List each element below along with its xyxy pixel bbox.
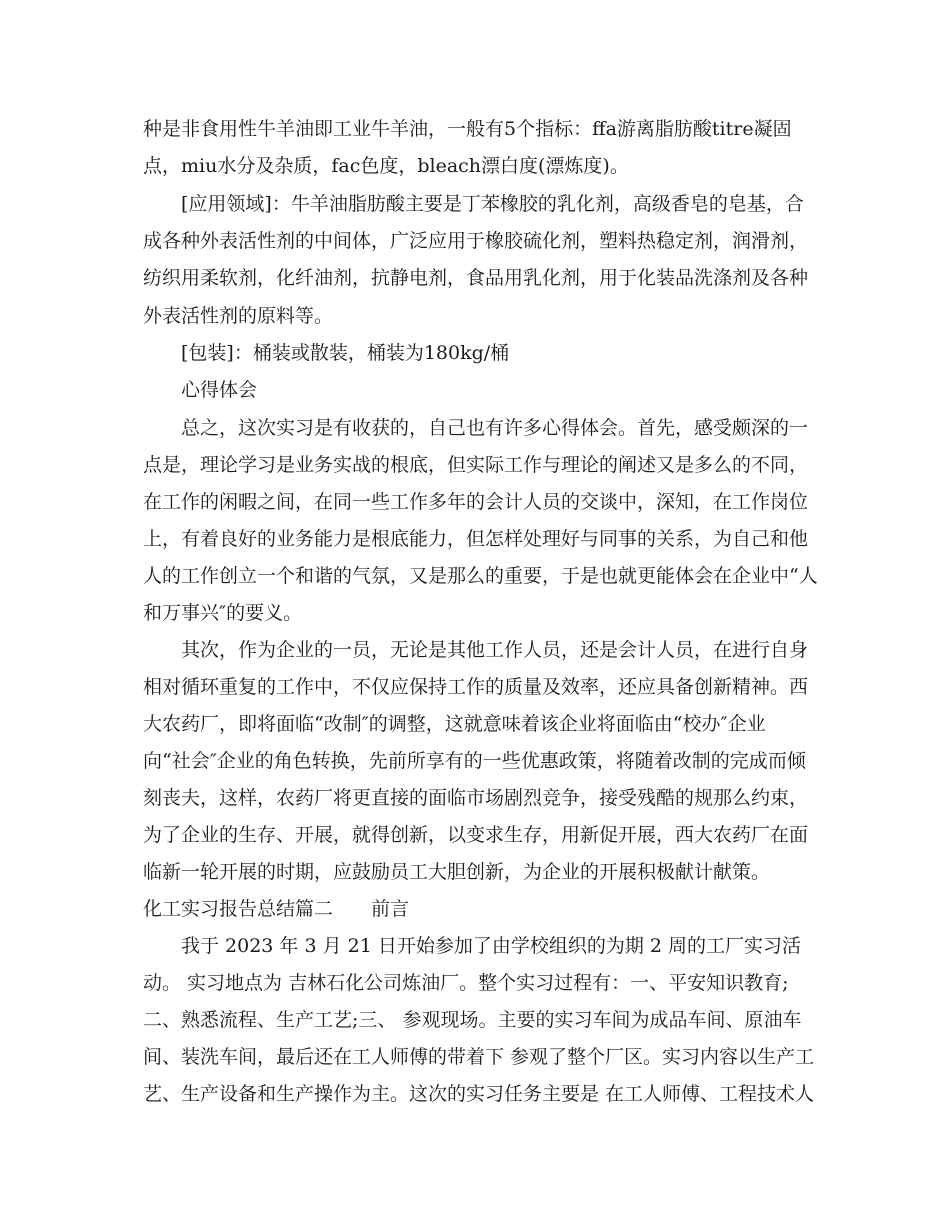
text-line: [应用领域]：牛羊油脂肪酸主要是丁苯橡胶的乳化剂，高级香皂的皂基，合 — [181, 193, 804, 215]
text-line: 为了企业的生存、开展，就得创新，以变求生存，用新促开展，西大农药厂在面 — [143, 824, 809, 846]
text-line: 总之，这次实习是有收获的，自己也有许多心得体会。首先，感受颇深的一 — [181, 417, 809, 439]
text-line: 间、装洗车间，最后还在工人师傅的带着下 参观了整个厂区。实习内容以生产工 — [143, 1046, 815, 1068]
text-line: 种是非食用性牛羊油即工业牛羊油，一般有5个指标：ffa游离脂肪酸titre凝固 — [143, 118, 792, 140]
text-line: 人的工作创立一个和谐的气氛，又是那么的重要，于是也就更能体会在企业中“人 — [143, 565, 818, 587]
section-heading: 化工实习报告总结篇二 前言 — [143, 898, 410, 920]
text-line: [包装]：桶装或散装，桶装为180kg/桶 — [181, 342, 510, 364]
text-line: 艺、生产设备和生产操作为主。这次的实习任务主要是 在工人师傅、工程技术人 — [143, 1083, 815, 1105]
text-line: 刻丧夫，这样，农药厂将更直接的面临市场剧烈竞争，接受残酷的规那么约束， — [143, 787, 809, 809]
text-line: 向“社会″企业的角色转换，先前所享有的一些优惠政策，将随着改制的完成而倾 — [143, 750, 806, 772]
text-line: 成各种外表活性剂的中间体，广泛应用于橡胶硫化剂，塑料热稳定剂，润滑剂， — [143, 230, 809, 252]
text-line: 二、熟悉流程、生产工艺;三、 参观现场。主要的实习车间为成品车间、原油车 — [143, 1009, 802, 1031]
text-line: 其次，作为企业的一员，无论是其他工作人员，还是会计人员，在进行自身 — [181, 639, 809, 661]
text-line: 大农药厂，即将面临“改制″的调整，这就意味着该企业将面临由“校办″企业 — [143, 713, 766, 735]
text-line: 上，有着良好的业务能力是根底能力，但怎样处理好与同事的关系，为自己和他 — [143, 528, 809, 550]
text-line: 纺织用柔软剂，化纤油剂，抗静电剂，食品用乳化剂，用于化装品洗涤剂及各种 — [143, 267, 809, 289]
text-line: 在工作的闲暇之间，在同一些工作多年的会计人员的交谈中，深知，在工作岗位 — [143, 491, 809, 513]
text-line: 动。 实习地点为 吉林石化公司炼油厂。整个实习过程有：一、平安知识教育; — [143, 972, 789, 994]
text-line: 和万事兴″的要义。 — [143, 602, 303, 624]
text-line: 点，miu水分及杂质，fac色度，bleach漂白度(漂炼度)。 — [143, 155, 629, 177]
text-line: 临新一轮开展的时期，应鼓励员工大胆创新，为企业的开展积极献计献策。 — [143, 861, 771, 883]
text-line: 相对循环重复的工作中，不仅应保持工作的质量及效率，还应具备创新精神。西 — [143, 676, 809, 698]
text-line: 点是，理论学习是业务实战的根底，但实际工作与理论的阐述又是多么的不同， — [143, 454, 809, 476]
text-line: 外表活性剂的原料等。 — [143, 305, 334, 327]
section-heading: 心得体会 — [181, 379, 258, 401]
text-line: 我于 2023 年 3 月 21 日开始参加了由学校组织的为期 2 周的工厂实习活 — [181, 935, 802, 957]
